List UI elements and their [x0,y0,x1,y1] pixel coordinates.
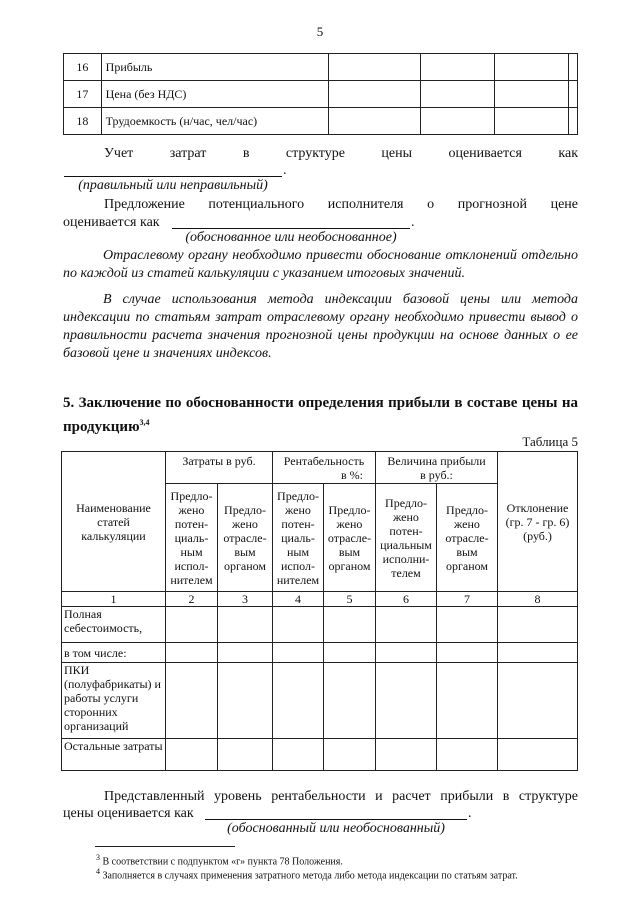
row-name: Трудоемкость (н/час, чел/час) [101,108,328,135]
table-row [62,643,578,663]
footnote-divider [95,846,235,847]
subheader-industry: Предло-жено отрасле-вым органом [324,484,376,592]
subheader-industry: Предло-жено отрасле-вым органом [218,484,273,592]
table-row [64,81,578,108]
cost-accounting-statement: Учет затрат в структуре цены оценивается как [104,146,578,161]
header-costs: Затраты в руб. [166,452,273,484]
table-header-row [62,452,578,484]
proposal-blank[interactable] [172,228,410,229]
industry-note: Отраслевому органу необходимо привести обоснование отклонений отдельно по каждой из статей калькуляции с указанием итоговых значений. [63,248,578,281]
cost-structure-table-continued [63,53,578,135]
cost-accounting-caption: (правильный или неправильный) [78,178,268,193]
indexation-note: В случае использования метода индексации базовой цены или метода индексации по статьям затрат отраслевому органу необходимо привести вывод о правильности расчета значения прогнозной цены продукции на основе данных о ее базовой цене и значениях индексов. [63,292,578,361]
row-name: Остальные затраты [62,739,166,771]
section-5-heading: 5. Заключение по обоснованности определения прибыли в составе цены на продукцию$^{3,4}$ [63,395,578,435]
proposal-caption: (обоснованное или необоснованное) [185,230,397,245]
row-name: ПКИ (полуфабрикаты) и работы услуги сторонних организаций [62,663,166,739]
row-name: Прибыль [101,54,328,81]
table-row [62,739,578,771]
table-row [64,54,578,81]
subheader-contractor: Предло-жено потен-циаль-ным испол-нителем [166,484,218,592]
column-numbers-row: 1 2 3 4 5 6 7 8 [62,592,578,607]
row-name: Полная себестоимость, [62,607,166,643]
row-number: 17 [64,81,102,108]
table-label: Таблица 5 [522,434,578,449]
conclusion-line2: цены оценивается как [63,806,194,821]
header-profit-amount: Величина прибыли в руб.: [376,452,498,484]
row-name: в том числе: [62,643,166,663]
subheader-contractor: Предло-жено потен-циаль-ным испол-нителем [273,484,324,592]
header-profitability: Рентабельность в %: [273,452,376,484]
row-number: 16 [64,54,102,81]
page-number: 5 [316,24,324,39]
subheader-contractor: Предло-жено потен-циальным исполни-телем [376,484,437,592]
conclusion-blank[interactable] [205,819,467,820]
row-name: Цена (без НДС) [101,81,328,108]
table-row [62,607,578,643]
conclusion-statement: Представленный уровень рентабельности и расчет прибыли в структуре [104,789,578,804]
table-row [64,108,578,135]
row-number: 18 [64,108,102,135]
conclusion-caption: (обоснованный или необоснованный) [227,821,445,836]
table-row [62,663,578,739]
subheader-industry: Предло-жено отрасле-вым органом [437,484,498,592]
proposal-line2: оценивается как [63,215,160,230]
profit-justification-table [61,451,578,771]
header-deviation: Отклонение (гр. 7 - гр. 6) (руб.) [498,452,578,592]
cost-accounting-blank[interactable] [64,176,282,177]
footnote-4: $^4$ Заполняется в случаях применения затратного метода либо метода индексации по статьям затрат. [96,867,518,882]
proposal-statement: Предложение потенциального исполнителя о прогнозной цене [104,197,578,212]
header-item-name: Наименование статей калькуляции [62,452,166,592]
footnote-3: $^3$ В соответствии с подпунктом «г» пункта 78 Положения. [96,853,343,868]
